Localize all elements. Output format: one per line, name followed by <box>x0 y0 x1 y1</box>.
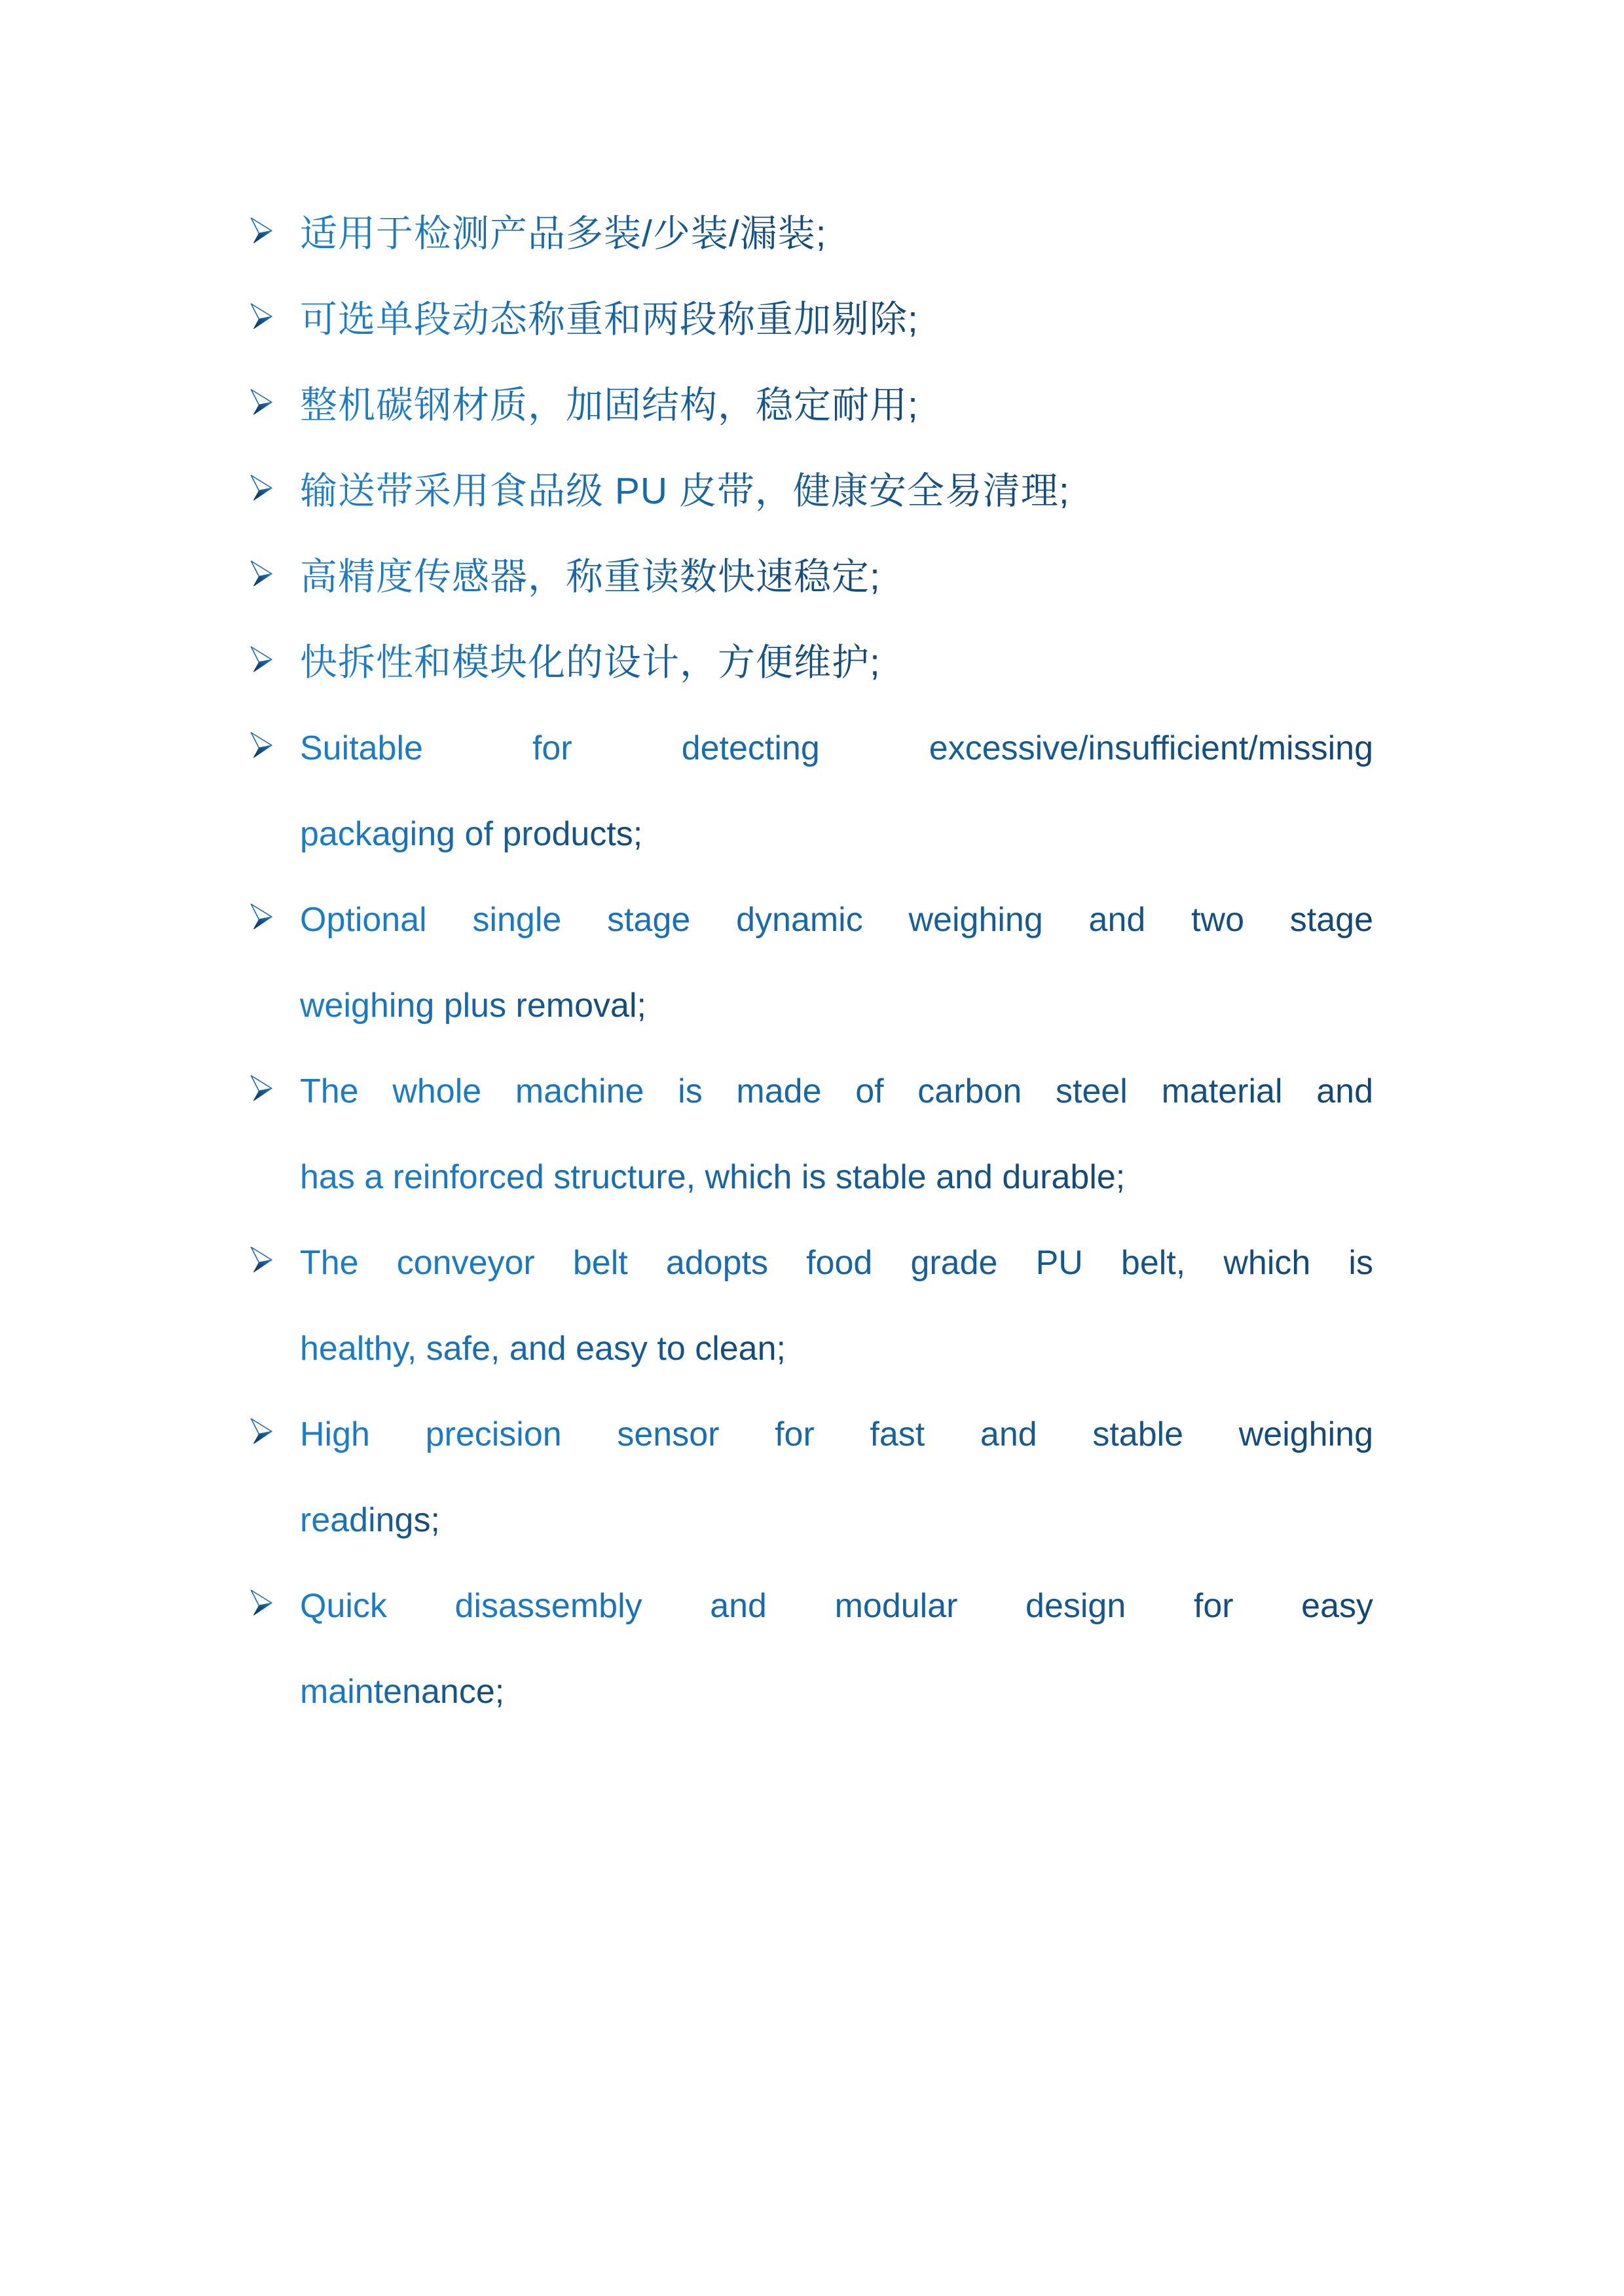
bullet-cell <box>250 363 300 415</box>
bullet-cell <box>250 1220 300 1273</box>
bullet-cell <box>250 620 300 672</box>
feature-line <box>300 620 1373 706</box>
feature-item-text <box>300 534 1373 620</box>
feature-line <box>300 963 1373 1049</box>
list-item <box>250 706 1373 877</box>
bullet-cell <box>250 191 300 244</box>
bullet-cell <box>250 1392 300 1444</box>
feature-line <box>300 363 1373 448</box>
feature-line <box>300 1049 1373 1135</box>
bullet-cell <box>250 1049 300 1101</box>
feature-line <box>300 706 1373 792</box>
bullet-cell <box>250 706 300 758</box>
feature-line-text: healthy, safe, and easy to clean; <box>300 1330 786 1368</box>
three-d-arrowhead-icon <box>250 646 272 672</box>
feature-item-text <box>300 448 1373 534</box>
feature-item-text <box>300 1392 1373 1563</box>
feature-item-text <box>300 363 1373 448</box>
feature-line-text: 适用于检测产品多装/少装/漏装; <box>300 213 827 255</box>
list-item <box>250 277 1373 363</box>
feature-line-text: packaging of products; <box>300 815 643 853</box>
feature-line-text: has a reinforced structure, which is stable and durable; <box>300 1158 1126 1196</box>
list-item <box>250 620 1373 706</box>
list-item <box>250 1220 1373 1392</box>
feature-line-text: maintenance; <box>300 1673 505 1711</box>
feature-line-text: 整机碳钢材质，加固结构，稳定耐用; <box>300 384 919 426</box>
feature-item-text <box>300 191 1373 277</box>
bullet-cell <box>250 448 300 501</box>
feature-line-text: 快拆性和模块化的设计，方便维护; <box>300 642 881 683</box>
three-d-arrowhead-icon <box>250 389 272 415</box>
feature-line-text: Optional single stage dynamic weighing and two stage <box>300 901 1373 939</box>
feature-line <box>300 1392 1373 1478</box>
feature-line-text: Suitable for detecting excessive/insufficient/missing <box>300 729 1373 767</box>
feature-line <box>300 792 1373 877</box>
three-d-arrowhead-icon <box>250 903 272 930</box>
feature-line-text: The whole machine is made of carbon steel material and <box>300 1072 1373 1110</box>
feature-line <box>300 191 1373 277</box>
list-item <box>250 191 1373 277</box>
three-d-arrowhead-icon <box>250 303 272 329</box>
feature-item-text <box>300 620 1373 706</box>
feature-line-text: weighing plus removal; <box>300 987 646 1025</box>
three-d-arrowhead-icon <box>250 1590 272 1616</box>
feature-item-text <box>300 877 1373 1049</box>
list-item <box>250 534 1373 620</box>
feature-line-text: The conveyor belt adopts food grade PU belt, which is <box>300 1244 1373 1282</box>
three-d-arrowhead-icon <box>250 1418 272 1444</box>
list-item <box>250 448 1373 534</box>
feature-line-text: High precision sensor for fast and stable weighing <box>300 1415 1373 1453</box>
feature-line <box>300 1135 1373 1220</box>
feature-item-text <box>300 277 1373 363</box>
feature-line <box>300 1478 1373 1563</box>
bullet-cell <box>250 877 300 930</box>
bullet-cell <box>250 534 300 587</box>
feature-item-text <box>300 706 1373 877</box>
feature-line-text: 输送带采用食品级 PU 皮带，健康安全易清理; <box>300 470 1070 512</box>
feature-line-text: 可选单段动态称重和两段称重加剔除; <box>300 299 919 340</box>
feature-line <box>300 448 1373 534</box>
list-item <box>250 1563 1373 1735</box>
three-d-arrowhead-icon <box>250 1075 272 1101</box>
feature-line <box>300 1563 1373 1649</box>
feature-line-text: Quick disassembly and modular design for easy <box>300 1587 1373 1625</box>
list-item <box>250 1049 1373 1220</box>
three-d-arrowhead-icon <box>250 475 272 501</box>
three-d-arrowhead-icon <box>250 1247 272 1273</box>
feature-item-text <box>300 1563 1373 1735</box>
feature-line <box>300 1306 1373 1392</box>
bullet-cell <box>250 1563 300 1616</box>
feature-line <box>300 1649 1373 1735</box>
feature-line <box>300 277 1373 363</box>
three-d-arrowhead-icon <box>250 732 272 758</box>
three-d-arrowhead-icon <box>250 217 272 244</box>
feature-list <box>250 191 1373 1735</box>
feature-line <box>300 534 1373 620</box>
feature-line <box>300 1220 1373 1306</box>
feature-item-text <box>300 1220 1373 1392</box>
three-d-arrowhead-icon <box>250 560 272 587</box>
feature-line-text: 高精度传感器，称重读数快速稳定; <box>300 556 881 598</box>
feature-item-text <box>300 1049 1373 1220</box>
list-item <box>250 1392 1373 1563</box>
feature-line-text: readings; <box>300 1501 440 1539</box>
bullet-cell <box>250 277 300 329</box>
list-item <box>250 877 1373 1049</box>
list-item <box>250 363 1373 448</box>
feature-line <box>300 877 1373 963</box>
